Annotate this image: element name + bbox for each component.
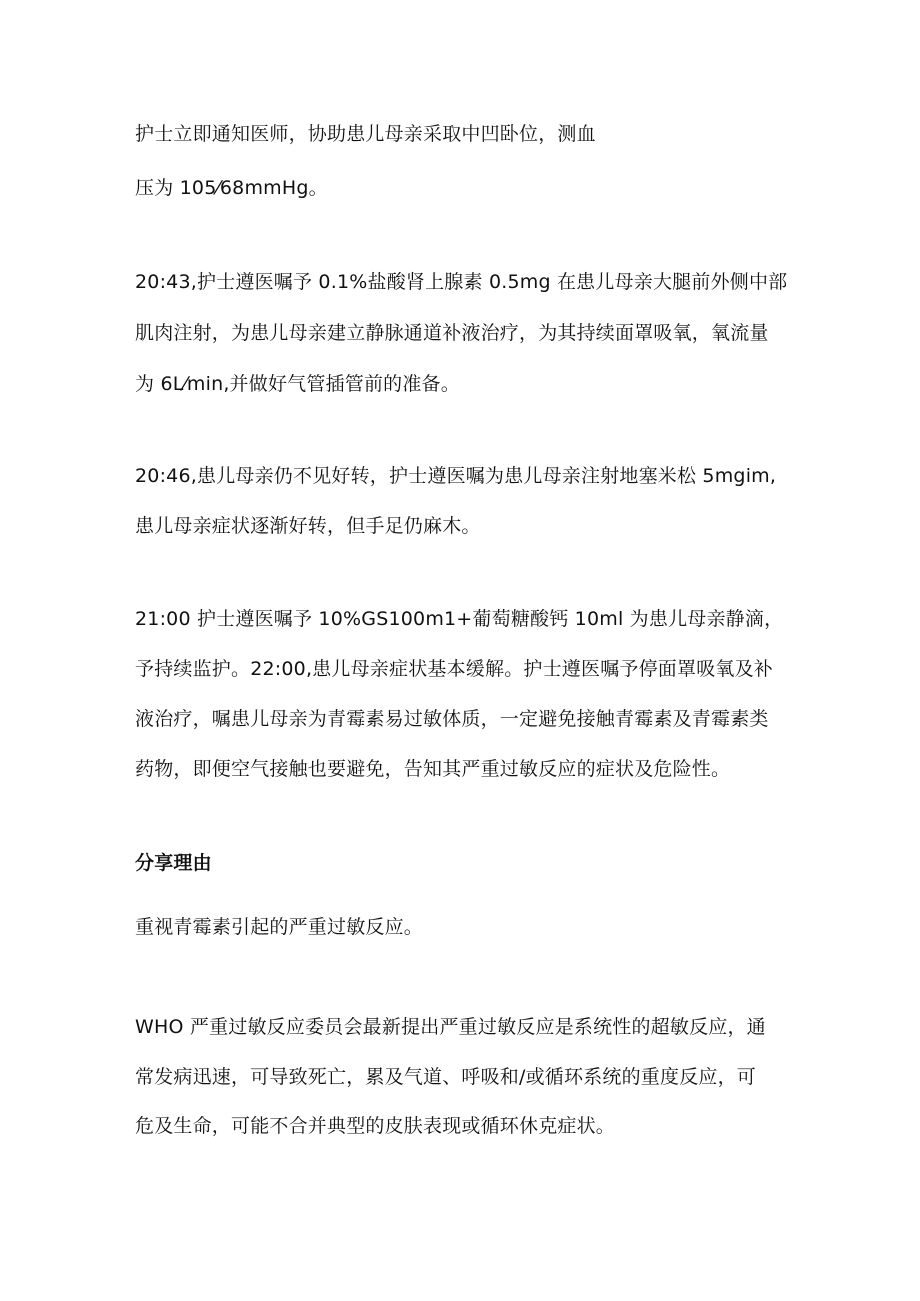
paragraph-4-line-1: 21:00 护士遵医嘱予 10%GS100m1+葡萄糖酸钙 10ml 为患儿母亲静滴， xyxy=(135,608,784,630)
section-heading: 分享理由 xyxy=(135,852,212,874)
paragraph-1-line-1: 护士立即通知医师，协助患儿母亲采取中凹卧位，测血 xyxy=(135,123,596,145)
paragraph-5-line-1: 重视青霉素引起的严重过敏反应。 xyxy=(135,916,424,938)
paragraph-4-line-3: 液治疗，嘱患儿母亲为青霉素易过敏体质，一定避免接触青霉素及青霉素类 xyxy=(135,708,769,730)
paragraph-3-line-2: 患儿母亲症状逐渐好转，但手足仍麻木。 xyxy=(135,515,481,537)
paragraph-3-line-1: 20:46,患儿母亲仍不见好转，护士遵医嘱为患儿母亲注射地塞米松 5mgim, xyxy=(135,465,777,487)
paragraph-1-line-2: 压为 105⁄68mmHg。 xyxy=(135,177,328,199)
paragraph-4-line-2: 予持续监护。22:00,患儿母亲症状基本缓解。护士遵医嘱予停面罩吸氧及补 xyxy=(135,658,773,680)
paragraph-2-line-1: 20:43,护士遵医嘱予 0.1%盐酸肾上腺素 0.5mg 在患儿母亲大腿前外侧中部 xyxy=(135,271,788,293)
paragraph-6-line-2: 常发病迅速，可导致死亡，累及气道、呼吸和/或循环系统的重度反应，可 xyxy=(135,1066,757,1088)
paragraph-4-line-4: 药物，即便空气接触也要避免，告知其严重过敏反应的症状及危险性。 xyxy=(135,758,731,780)
paragraph-6-line-1: WHO 严重过敏反应委员会最新提出严重过敏反应是系统性的超敏反应，通 xyxy=(135,1016,766,1038)
paragraph-6-line-3: 危及生命，可能不合并典型的皮肤表现或循环休克症状。 xyxy=(135,1115,616,1137)
paragraph-2-line-2: 肌肉注射，为患儿母亲建立静脉通道补液治疗，为其持续面罩吸氧，氧流量 xyxy=(135,322,769,344)
paragraph-2-line-3: 为 6L⁄min,并做好气管插管前的准备。 xyxy=(135,373,460,395)
